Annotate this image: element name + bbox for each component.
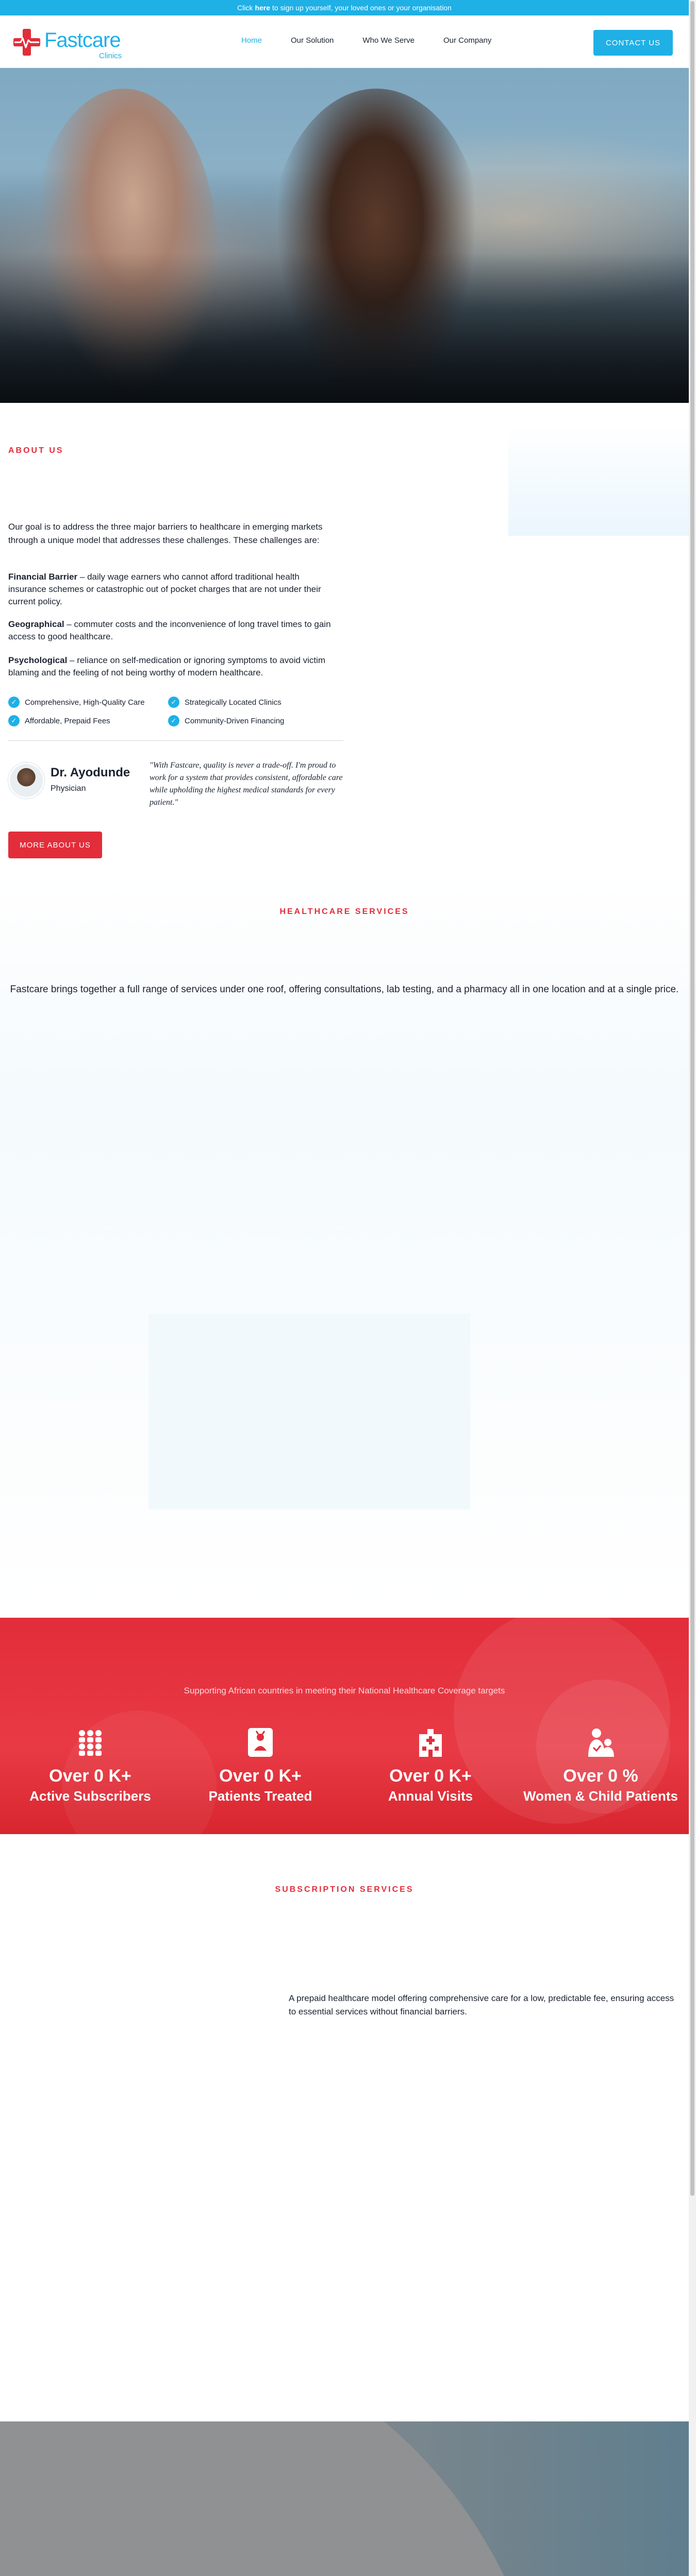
patient-care-icon (244, 1726, 277, 1759)
doctor-name: Dr. Ayodunde (51, 766, 130, 779)
about-decorative-panel (508, 422, 689, 536)
check-icon: ✓ (168, 715, 179, 726)
site-header (0, 15, 689, 68)
nav-who-we-serve[interactable]: Who We Serve (362, 36, 415, 45)
check-icon: ✓ (168, 697, 179, 708)
nav-our-company[interactable]: Our Company (443, 36, 492, 45)
check-item: ✓ Affordable, Prepaid Fees (8, 715, 110, 726)
healthcare-services-card (148, 1314, 470, 1510)
contact-us-button[interactable]: CONTACT US (593, 30, 673, 56)
barrier-psychological: Psychological – reliance on self-medication or ignoring symptoms to avoid victim blaming and the feeling of not being worthy of modern healthcare. (8, 655, 326, 677)
healthcare-services-label: HEALTHCARE SERVICES (279, 907, 409, 916)
stat-number: Over 0 % (563, 1766, 638, 1786)
bottom-image (0, 2421, 689, 2576)
scrollbar-thumb[interactable] (690, 1, 694, 2196)
doctor-role: Physician (51, 784, 86, 793)
stat-label: Active Subscribers (29, 1788, 151, 1804)
fastcare-cross-logo-icon (11, 27, 42, 58)
logo[interactable] (11, 27, 135, 58)
banner-text-after: to sign up yourself, your loved ones or your organisation (272, 4, 452, 12)
people-grid-icon (74, 1726, 107, 1759)
doctor-quote: "With Fastcare, quality is never a trade-off. I'm proud to work for a system that provides consistent, affordable care while upholding the highest medical standards for every patient." (150, 761, 343, 807)
doctor-avatar (8, 762, 44, 799)
page-scrollbar[interactable] (689, 0, 696, 2576)
stats-subtitle: Supporting African countries in meeting their National Healthcare Coverage targets (184, 1686, 505, 1696)
logo-subtitle: Clinics (99, 52, 122, 60)
stat-number: Over 0 K+ (389, 1766, 472, 1786)
stat-label: Women & Child Patients (523, 1788, 678, 1804)
hero-image (0, 68, 689, 403)
banner-signup-link[interactable]: here (255, 4, 271, 12)
healthcare-services-text: Fastcare brings together a full range of services under one roof, offering consultations, lab testing, and a pharmacy all in one location and at a single price. (10, 984, 679, 995)
subscription-services-label: SUBSCRIPTION SERVICES (275, 1885, 414, 1894)
hospital-icon (414, 1726, 447, 1759)
about-section-label: ABOUT US (8, 446, 64, 455)
logo-wordmark: Fastcare (44, 29, 121, 52)
nav-home[interactable]: Home (241, 36, 262, 45)
check-item: ✓ Comprehensive, High-Quality Care (8, 697, 145, 708)
about-intro-text: Our goal is to address the three major barriers to healthcare in emerging markets through a unique model that addresses these challenges. These challenges are: (8, 522, 323, 545)
nav-our-solution[interactable]: Our Solution (291, 36, 334, 45)
mother-child-icon (584, 1726, 617, 1759)
stat-label: Patients Treated (208, 1788, 312, 1804)
check-icon: ✓ (8, 697, 20, 708)
check-item: ✓ Community-Driven Financing (168, 715, 284, 726)
barrier-geographical: Geographical – commuter costs and the inconvenience of long travel times to gain access to good healthcare. (8, 619, 331, 641)
stat-active-subscribers (5, 1726, 175, 1804)
stat-annual-visits (345, 1726, 516, 1804)
check-item: ✓ Strategically Located Clinics (168, 697, 281, 708)
check-icon: ✓ (8, 715, 20, 726)
main-nav (227, 36, 506, 45)
barrier-financial: Financial Barrier – daily wage earners who cannot afford traditional health insurance schemes or catastrophic out of pocket charges that are not under their current policy. (8, 572, 321, 606)
banner-text-before: Click (237, 4, 253, 12)
stats-band (0, 1618, 689, 1834)
stat-patients-treated (175, 1726, 345, 1804)
stat-women-child-patients (516, 1726, 686, 1804)
divider (8, 740, 343, 741)
stat-label: Annual Visits (388, 1788, 473, 1804)
more-about-us-button[interactable]: MORE ABOUT US (8, 832, 102, 858)
stat-number: Over 0 K+ (49, 1766, 131, 1786)
subscription-services-text: A prepaid healthcare model offering comprehensive care for a low, predictable fee, ensuring access to essential services without financial barriers. (289, 1993, 674, 2016)
stat-number: Over 0 K+ (219, 1766, 302, 1786)
signup-banner (0, 0, 689, 15)
